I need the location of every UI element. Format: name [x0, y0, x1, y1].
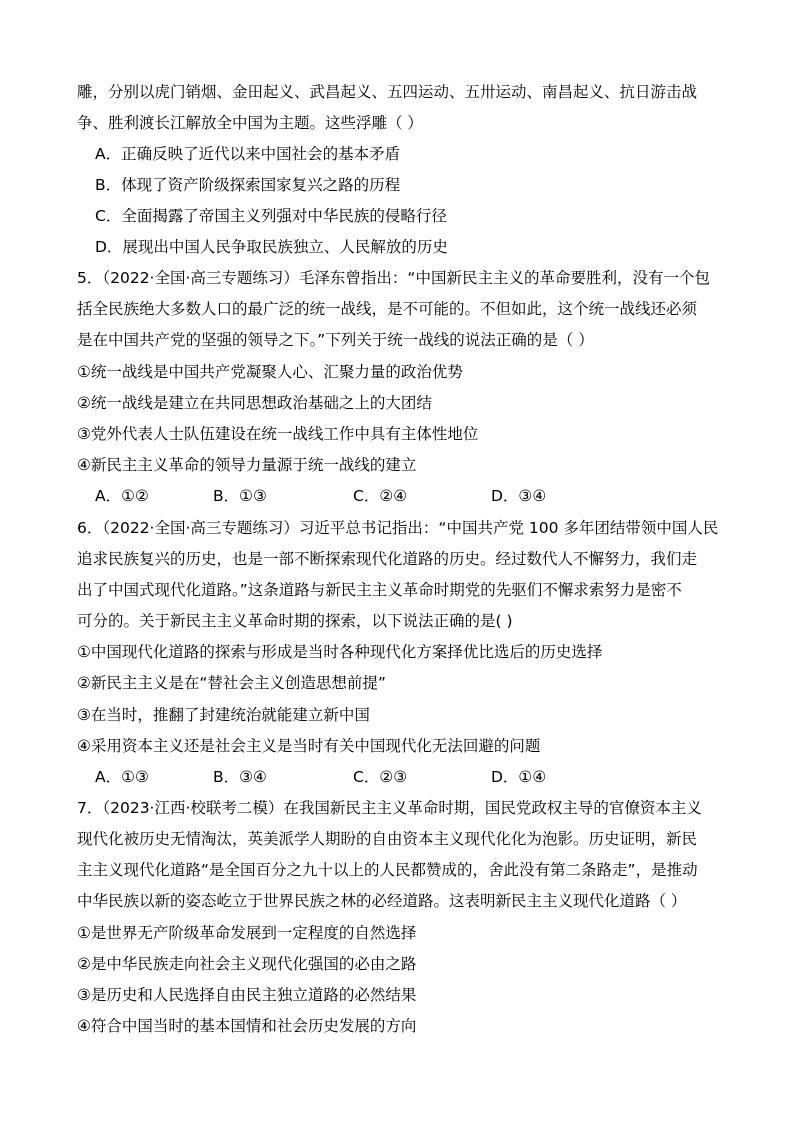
q6-options — [95, 767, 735, 787]
q6-option-a: A．①③ — [95, 768, 149, 786]
intro-line-2: 争、胜利渡长江解放全中国为主题。这些浮雕（ ） — [77, 114, 423, 132]
q5-stem-line-3: 是在中国共产党的坚强的领导之下。”下列关于统一战线的说法正确的是（ ） — [77, 331, 594, 349]
q7-statement-1: ①是世界无产阶级革命发展到一定程度的自然选择 — [77, 924, 417, 942]
q5-option-c: C．②④ — [353, 487, 408, 505]
q7-statement-2: ②是中华民族走向社会主义现代化强国的必由之路 — [77, 955, 417, 973]
q7-statement-3: ③是历史和人民选择自由民主独立道路的必然结果 — [77, 986, 417, 1004]
q5-options — [95, 486, 735, 506]
q7-stem-line-3: 主主义现代化道路“是全国百分之九十以上的人民都赞成的，舍此没有第二条路走”，是推动 — [77, 861, 698, 879]
q6-option-b: B．③④ — [213, 768, 267, 786]
q6-stem-line-4: 可分的。关于新民主主义革命时期的探索，以下说法正确的是( ) — [77, 612, 513, 630]
q5-statement-2: ②统一战线是建立在共同思想政治基础之上的大团结 — [77, 394, 432, 412]
q6-stem-line-2: 追求民族复兴的历史，也是一部不断探索现代化道路的历史。经过数代人不懈努力，我们走 — [77, 550, 698, 568]
q7-stem-line-2: 现代化被历史无情淘汰，英美派学人期盼的自由资本主义现代化化为泡影。历史证明，新民 — [77, 830, 698, 848]
q5-stem-line-1: 5．（2022·全国·高三专题练习）毛泽东曾指出：“中国新民主主义的革命要胜利，没有一个包 — [77, 269, 710, 287]
q6-stem-line-3: 出了中国式现代化道路。”这条道路与新民主主义革命时期党的先驱们不懈求索努力是密不 — [77, 581, 682, 599]
q7-stem-line-4: 中华民族以新的姿态屹立于世界民族之林的必经道路。这表明新民主主义现代化道路（ ） — [77, 892, 687, 910]
intro-line-1: 雕，分别以虎门销烟、金田起义、武昌起义、五四运动、五卅运动、南昌起义、抗日游击战 — [77, 83, 698, 101]
q6-statement-4: ④采用资本主义还是社会主义是当时有关中国现代化无法回避的问题 — [77, 737, 541, 755]
q6-option-d: D．①④ — [491, 768, 547, 786]
q5-option-a: A．①② — [95, 487, 149, 505]
q7-statement-4: ④符合中国当时的基本国情和社会历史发展的方向 — [77, 1017, 417, 1035]
q5-statement-4: ④新民主主义革命的领导力量源于统一战线的建立 — [77, 456, 417, 474]
intro-option-b: B．体现了资产阶级探索国家复兴之路的历程 — [95, 176, 401, 194]
q6-statement-3: ③在当时，推翻了封建统治就能建立新中国 — [77, 706, 370, 724]
q5-stem-line-2: 括全民族绝大多数人口的最广泛的统一战线，是不可能的。不但如此，这个统一战线还必须 — [77, 300, 698, 318]
q6-statement-2: ②新民主主义是在“替社会主义创造思想前提” — [77, 674, 386, 692]
q5-statement-3: ③党外代表人士队伍建设在统一战线工作中具有主体性地位 — [77, 425, 479, 443]
q6-statement-1: ①中国现代化道路的探索与形成是当时各种现代化方案择优比选后的历史选择 — [77, 643, 603, 661]
q7-stem-line-1: 7．（2023·江西·校联考二模）在我国新民主主义革命时期，国民党政权主导的官僚资本主义 — [77, 799, 702, 817]
intro-option-d: D．展现出中国人民争取民族独立、人民解放的历史 — [95, 238, 448, 256]
q6-stem-line-1: 6．（2022·全国·高三专题练习）习近平总书记指出：“中国共产党 100 多年团结带领中国人民 — [77, 519, 719, 537]
q6-option-c: C．②③ — [353, 768, 408, 786]
intro-option-c: C．全面揭露了帝国主义列强对中华民族的侵略行径 — [95, 207, 447, 225]
q5-statement-1: ①统一战线是中国共产党凝聚人心、汇聚力量的政治优势 — [77, 363, 463, 381]
q5-option-d: D．③④ — [491, 487, 547, 505]
q5-option-b: B．①③ — [213, 487, 267, 505]
intro-option-a: A．正确反映了近代以来中国社会的基本矛盾 — [95, 145, 401, 163]
